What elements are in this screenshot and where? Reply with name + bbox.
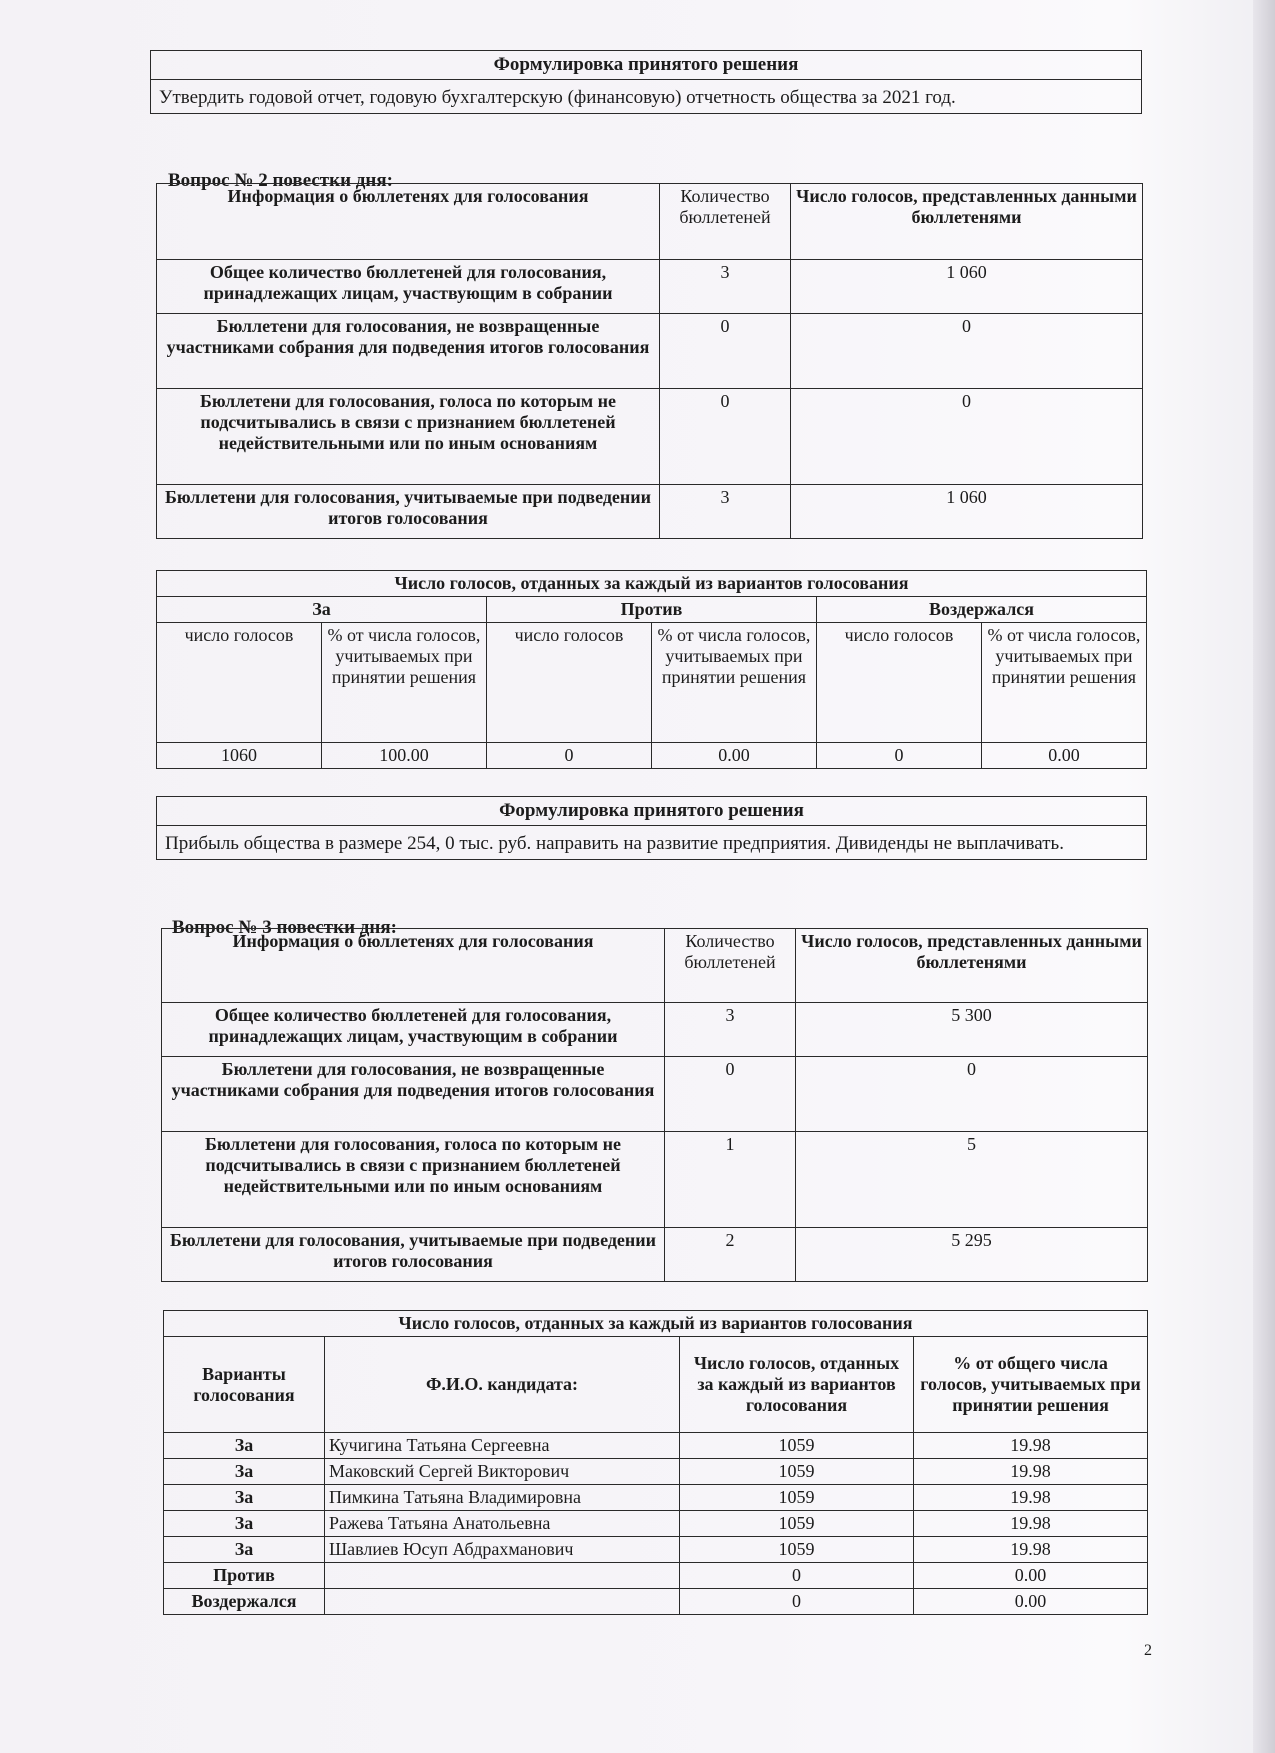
q3-ballots-row-label: Бюллетени для голосования, голоса по которым не подсчитывались в связи с признанием бюллетеней недействительными или по иным основаниям [162, 1132, 665, 1228]
q3-ballots-row-votes: 0 [796, 1057, 1148, 1132]
table-row [164, 1433, 1148, 1459]
q3-results-header-votes: Число голосов, отданных за каждый из вариантов голосования [680, 1337, 914, 1433]
q2-title: Вопрос № 2 повестки дня: [168, 170, 393, 191]
q2-value-for-count: 1060 [157, 743, 322, 769]
q3-results-table [163, 1310, 1148, 1615]
q3-row-votes: 0 [680, 1563, 914, 1589]
q2-ballots-row-votes: 0 [791, 314, 1143, 389]
q2-value-abstain-count: 0 [817, 743, 982, 769]
q2-results-title: Число голосов, отданных за каждый из вариантов голосования [157, 571, 1147, 597]
decision-1-block [150, 50, 1142, 114]
q3-ballots-header-info: Информация о бюллетенях для голосования [162, 929, 665, 1003]
q2-ballots-row-votes: 0 [791, 389, 1143, 485]
table-row [164, 1563, 1148, 1589]
q3-ballots-row-label: Бюллетени для голосования, не возвращенные участниками собрания для подведения итогов голосования [162, 1057, 665, 1132]
q3-row-option: Воздержался [164, 1589, 325, 1615]
q2-ballots-row-votes: 1 060 [791, 260, 1143, 314]
q2-ballots-header-info: Информация о бюллетенях для голосования [157, 184, 660, 260]
q3-row-pct: 0.00 [914, 1589, 1148, 1615]
q3-row-votes: 0 [680, 1589, 914, 1615]
q2-option-for: За [157, 597, 487, 623]
page-number: 2 [1144, 1642, 1152, 1659]
q2-ballots-header-count: Количество бюллетеней [660, 184, 791, 260]
q3-title: Вопрос № 3 повестки дня: [172, 917, 397, 938]
q3-ballots-header-votes: Число голосов, представленных данными бюллетенями [796, 929, 1148, 1003]
q3-row-name: Ражева Татьяна Анатольевна [325, 1511, 680, 1537]
q3-row-pct: 19.98 [914, 1459, 1148, 1485]
table-row [164, 1459, 1148, 1485]
q3-row-votes: 1059 [680, 1485, 914, 1511]
q3-results-header-option: Варианты голосования [164, 1337, 325, 1433]
q3-ballots-row-count: 2 [665, 1228, 796, 1282]
q2-ballots-row-count: 0 [660, 389, 791, 485]
q3-ballots-row-label: Бюллетени для голосования, учитываемые при подведении итогов голосования [162, 1228, 665, 1282]
page-edge-shadow [1253, 0, 1275, 1753]
q3-row-option: За [164, 1459, 325, 1485]
q2-sub-pct: % от числа голосов, учитываемых при принятии решения [652, 623, 817, 743]
q3-ballots-row-votes: 5 [796, 1132, 1148, 1228]
q3-row-option: Против [164, 1563, 325, 1589]
q3-row-votes: 1059 [680, 1433, 914, 1459]
decision-1-header: Формулировка принятого решения [151, 51, 1142, 80]
q3-row-name: Шавлиев Юсуп Абдрахманович [325, 1537, 680, 1563]
q2-value-for-pct: 100.00 [322, 743, 487, 769]
q3-ballots-row-votes: 5 295 [796, 1228, 1148, 1282]
decision-1-table [150, 50, 1142, 114]
q3-ballots-table [161, 928, 1148, 1282]
q3-row-name: Маковский Сергей Викторович [325, 1459, 680, 1485]
q3-ballots-row-count: 1 [665, 1132, 796, 1228]
q3-row-option: За [164, 1511, 325, 1537]
q2-value-abstain-pct: 0.00 [982, 743, 1147, 769]
q2-sub-pct: % от числа голосов, учитываемых при принятии решения [322, 623, 487, 743]
q2-ballots-row-count: 3 [660, 260, 791, 314]
decision-1-text: Утвердить годовой отчет, годовую бухгалтерскую (финансовую) отчетность общества за 2021 год. [151, 80, 1142, 114]
q2-results-table [156, 570, 1147, 769]
decision-2-block [156, 796, 1147, 860]
q3-ballots-header-count: Количество бюллетеней [665, 929, 796, 1003]
q3-row-name [325, 1563, 680, 1589]
q2-ballots-block [156, 183, 1142, 539]
q2-ballots-header-votes: Число голосов, представленных данными бюллетенями [791, 184, 1143, 260]
q2-sub-pct: % от числа голосов, учитываемых при принятии решения [982, 623, 1147, 743]
q3-results-header-name: Ф.И.О. кандидата: [325, 1337, 680, 1433]
q3-ballots-row-count: 3 [665, 1003, 796, 1057]
table-row [164, 1537, 1148, 1563]
q2-value-against-pct: 0.00 [652, 743, 817, 769]
q2-value-against-count: 0 [487, 743, 652, 769]
q3-row-name: Пимкина Татьяна Владимировна [325, 1485, 680, 1511]
decision-2-text: Прибыль общества в размере 254, 0 тыс. руб. направить на развитие предприятия. Дивиденды не выплачивать. [157, 826, 1147, 860]
q2-ballots-row-votes: 1 060 [791, 485, 1143, 539]
q3-row-votes: 1059 [680, 1459, 914, 1485]
table-row [164, 1511, 1148, 1537]
q2-sub-count: число голосов [157, 623, 322, 743]
q3-row-option: За [164, 1537, 325, 1563]
q2-ballots-row-label: Бюллетени для голосования, голоса по которым не подсчитывались в связи с признанием бюллетеней недействительными или по иным основаниям [157, 389, 660, 485]
q3-row-name [325, 1589, 680, 1615]
q3-ballots-row-count: 0 [665, 1057, 796, 1132]
q2-ballots-row-label: Бюллетени для голосования, учитываемые при подведении итогов голосования [157, 485, 660, 539]
q3-results-title: Число голосов, отданных за каждый из вариантов голосования [164, 1311, 1148, 1337]
q2-sub-count: число голосов [817, 623, 982, 743]
q3-row-votes: 1059 [680, 1511, 914, 1537]
q2-ballots-row-count: 0 [660, 314, 791, 389]
q2-ballots-table [156, 183, 1143, 539]
q3-row-pct: 19.98 [914, 1511, 1148, 1537]
q2-option-abstain: Воздержался [817, 597, 1147, 623]
q2-results-block [156, 570, 1147, 769]
q3-results-block [163, 1310, 1147, 1615]
q3-ballots-row-votes: 5 300 [796, 1003, 1148, 1057]
q3-row-option: За [164, 1433, 325, 1459]
q3-row-pct: 0.00 [914, 1563, 1148, 1589]
q2-ballots-row-label: Общее количество бюллетеней для голосования, принадлежащих лицам, участвующим в собрании [157, 260, 660, 314]
q3-row-name: Кучигина Татьяна Сергеевна [325, 1433, 680, 1459]
q3-row-pct: 19.98 [914, 1537, 1148, 1563]
q2-option-against: Против [487, 597, 817, 623]
table-row [164, 1485, 1148, 1511]
q3-ballots-block [161, 928, 1147, 1282]
q3-results-header-pct: % от общего числа голосов, учитываемых при принятии решения [914, 1337, 1148, 1433]
q2-ballots-row-label: Бюллетени для голосования, не возвращенные участниками собрания для подведения итогов голосования [157, 314, 660, 389]
q3-row-pct: 19.98 [914, 1433, 1148, 1459]
table-row [164, 1589, 1148, 1615]
q3-row-option: За [164, 1485, 325, 1511]
decision-2-header: Формулировка принятого решения [157, 797, 1147, 826]
q3-row-pct: 19.98 [914, 1485, 1148, 1511]
q3-row-votes: 1059 [680, 1537, 914, 1563]
decision-2-table [156, 796, 1147, 860]
q2-ballots-row-count: 3 [660, 485, 791, 539]
q3-ballots-row-label: Общее количество бюллетеней для голосования, принадлежащих лицам, участвующим в собрании [162, 1003, 665, 1057]
q2-sub-count: число голосов [487, 623, 652, 743]
